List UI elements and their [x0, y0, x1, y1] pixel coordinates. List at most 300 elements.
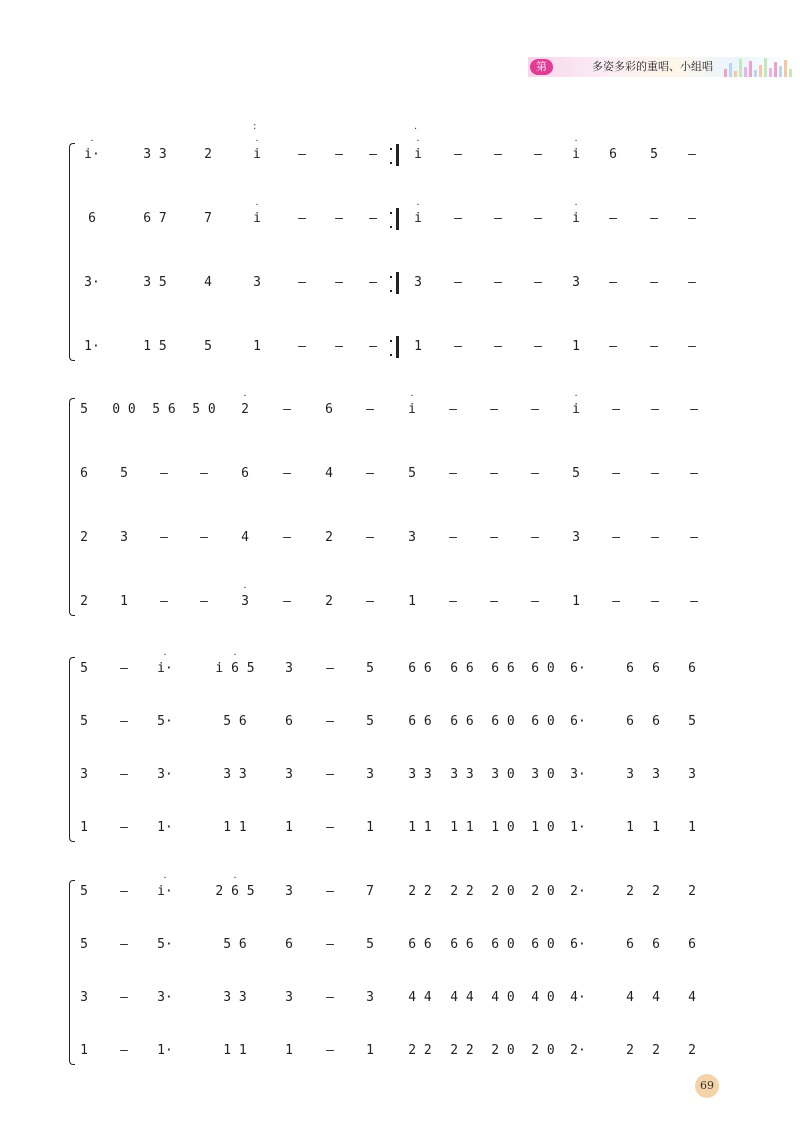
- octave-dot: ·: [254, 136, 260, 145]
- note: [249, 335, 265, 359]
- note-text: 4: [204, 275, 212, 290]
- note-text: –: [531, 466, 539, 481]
- note: [450, 880, 474, 904]
- note-text: –: [160, 530, 168, 545]
- note: [570, 1039, 586, 1063]
- note-text: 1: [253, 339, 261, 354]
- equalizer-bar: [774, 62, 777, 77]
- dash: [156, 590, 172, 614]
- note-text: 2 2: [450, 1043, 474, 1058]
- note-text: 6 0: [531, 661, 555, 676]
- note-text: –: [298, 339, 306, 354]
- note: [570, 986, 586, 1010]
- dash: [486, 526, 502, 550]
- note: [143, 271, 167, 295]
- top-mark: :: [253, 121, 257, 132]
- note: [237, 462, 253, 486]
- note: [408, 933, 432, 957]
- note-text: –: [690, 402, 698, 417]
- dash: [527, 526, 543, 550]
- note: [281, 880, 297, 904]
- equalizer-decoration: [724, 57, 794, 77]
- note: [646, 143, 662, 167]
- dash: [322, 710, 338, 734]
- note-text: –: [366, 530, 374, 545]
- note-text: 1: [652, 820, 660, 835]
- note-text: –: [298, 147, 306, 162]
- note: [491, 816, 515, 840]
- note-text: 3: [80, 767, 88, 782]
- note-text: 4 0: [531, 990, 555, 1005]
- dash: [647, 526, 663, 550]
- note-text: 1: [408, 594, 416, 609]
- note: [152, 398, 176, 422]
- dash: [684, 143, 700, 167]
- dash: [365, 207, 381, 231]
- note-text: 1: [285, 820, 293, 835]
- note-text: 6 6: [408, 661, 432, 676]
- note: [84, 136, 100, 167]
- octave-dot: ·: [162, 873, 168, 882]
- dash: [116, 763, 132, 787]
- note-text: 5: [80, 937, 88, 952]
- dash: [684, 271, 700, 295]
- note-text: 1 1: [223, 1043, 247, 1058]
- note-text: –: [454, 147, 462, 162]
- note: [531, 710, 555, 734]
- dash: [445, 462, 461, 486]
- note-text: 6: [626, 714, 634, 729]
- note-text: 3 3: [223, 767, 247, 782]
- note: [648, 816, 664, 840]
- dash: [116, 657, 132, 681]
- equalizer-bar: [769, 68, 772, 77]
- repeat-dots: [390, 148, 392, 164]
- note: [281, 763, 297, 787]
- note-text: 3: [285, 884, 293, 899]
- dash: [365, 143, 381, 167]
- note-text: –: [366, 466, 374, 481]
- equalizer-bar: [734, 71, 737, 77]
- note-text: –: [200, 466, 208, 481]
- equalizer-bar: [789, 69, 792, 77]
- note: [116, 526, 132, 550]
- equalizer-bar: [784, 60, 787, 77]
- note: [215, 873, 255, 904]
- note: [200, 271, 216, 295]
- note-text: 6: [285, 937, 293, 952]
- note-text: 4 4: [408, 990, 432, 1005]
- note-text: 3: [572, 530, 580, 545]
- note-text: –: [534, 275, 542, 290]
- dash: [156, 462, 172, 486]
- note-text: –: [454, 339, 462, 354]
- dash: [486, 590, 502, 614]
- note-text: i: [414, 147, 422, 162]
- note-text: 1 1: [450, 820, 474, 835]
- note-text: –: [200, 594, 208, 609]
- note: [281, 710, 297, 734]
- note: [410, 335, 426, 359]
- note: [531, 933, 555, 957]
- dash: [331, 335, 347, 359]
- note: [404, 391, 420, 422]
- note: [223, 986, 247, 1010]
- note-text: 5·: [157, 714, 173, 729]
- note: [648, 880, 664, 904]
- equalizer-bar: [739, 59, 742, 77]
- dash: [445, 398, 461, 422]
- note: [570, 816, 586, 840]
- dash: [608, 590, 624, 614]
- note-text: 2: [652, 1043, 660, 1058]
- note-text: 6 6: [450, 937, 474, 952]
- note-text: –: [449, 402, 457, 417]
- note: [76, 657, 92, 681]
- note-text: 5: [688, 714, 696, 729]
- dash: [362, 462, 378, 486]
- note-text: –: [688, 339, 696, 354]
- dash: [279, 398, 295, 422]
- note: [76, 880, 92, 904]
- note-text: 6: [325, 402, 333, 417]
- note-text: 5: [80, 884, 88, 899]
- note: [112, 398, 136, 422]
- note: [281, 816, 297, 840]
- staff-line: [0, 271, 800, 295]
- dash: [279, 526, 295, 550]
- note-text: 5: [204, 339, 212, 354]
- dash: [322, 986, 338, 1010]
- dash: [608, 462, 624, 486]
- note: [622, 880, 638, 904]
- unit-title: 多姿多彩的重唱、小组唱: [592, 60, 713, 73]
- dash: [294, 271, 310, 295]
- note-text: 4 4: [450, 990, 474, 1005]
- note-text: 2: [325, 530, 333, 545]
- note: [223, 763, 247, 787]
- note: [223, 933, 247, 957]
- note-text: 1 0: [491, 820, 515, 835]
- note-text: 1·: [157, 1043, 173, 1058]
- note: [76, 1039, 92, 1063]
- note: [450, 933, 474, 957]
- note-text: 2 2: [408, 1043, 432, 1058]
- note-text: 6 0: [491, 937, 515, 952]
- note: [321, 526, 337, 550]
- note-text: 7: [204, 211, 212, 226]
- note: [76, 816, 92, 840]
- note: [157, 816, 173, 840]
- note: [249, 136, 265, 167]
- note-text: 1: [80, 1043, 88, 1058]
- note-text: 2: [626, 884, 634, 899]
- note-text: 3: [626, 767, 634, 782]
- note: [249, 200, 265, 231]
- octave-dot: ·: [242, 583, 248, 592]
- note: [684, 816, 700, 840]
- note: [570, 933, 586, 957]
- note: [648, 657, 664, 681]
- dash: [450, 207, 466, 231]
- note: [648, 763, 664, 787]
- note-text: 3: [120, 530, 128, 545]
- note-text: 2 2: [408, 884, 432, 899]
- note-text: 2: [688, 1043, 696, 1058]
- dash: [527, 462, 543, 486]
- note: [116, 590, 132, 614]
- note-text: –: [650, 275, 658, 290]
- note: [200, 143, 216, 167]
- note-text: 2 0: [491, 884, 515, 899]
- note-text: –: [283, 594, 291, 609]
- dash: [686, 462, 702, 486]
- note-text: 6 6: [450, 714, 474, 729]
- note: [157, 763, 173, 787]
- note-text: 6: [241, 466, 249, 481]
- note: [622, 816, 638, 840]
- note-text: i: [572, 402, 580, 417]
- note-text: –: [283, 530, 291, 545]
- dash: [362, 526, 378, 550]
- repeat-barline: [396, 336, 399, 358]
- note: [450, 816, 474, 840]
- note-text: 2: [80, 530, 88, 545]
- note-text: 2: [626, 1043, 634, 1058]
- note-text: 3: [414, 275, 422, 290]
- note-text: i·: [157, 661, 173, 676]
- note-text: 5: [650, 147, 658, 162]
- note-text: 3: [366, 990, 374, 1005]
- note-text: 2: [80, 594, 88, 609]
- dash: [486, 462, 502, 486]
- note-text: 4: [325, 466, 333, 481]
- note-text: –: [449, 466, 457, 481]
- note-text: –: [326, 820, 334, 835]
- note: [223, 1039, 247, 1063]
- note-text: i·: [157, 884, 173, 899]
- note-text: 4: [241, 530, 249, 545]
- note-text: i·: [84, 147, 100, 162]
- note: [410, 200, 426, 231]
- note-text: 4: [688, 990, 696, 1005]
- note: [408, 710, 432, 734]
- dash: [365, 271, 381, 295]
- note-text: i: [253, 147, 261, 162]
- note: [362, 933, 378, 957]
- note-text: 1 1: [408, 820, 432, 835]
- note-text: 3: [285, 661, 293, 676]
- note-text: –: [651, 466, 659, 481]
- octave-dot: ·: [573, 200, 579, 209]
- note-text: 6 0: [531, 714, 555, 729]
- note-text: 5 6: [152, 402, 176, 417]
- dash: [646, 271, 662, 295]
- note: [76, 590, 92, 614]
- note: [491, 710, 515, 734]
- note-text: 6: [688, 661, 696, 676]
- octave-dot: ·: [162, 650, 168, 659]
- note: [410, 136, 426, 167]
- repeat-dots: [390, 276, 392, 292]
- note: [76, 933, 92, 957]
- note: [622, 986, 638, 1010]
- note: [684, 1039, 700, 1063]
- repeat-barline: [396, 144, 399, 166]
- note: [568, 271, 584, 295]
- note-text: –: [326, 714, 334, 729]
- note-text: –: [366, 594, 374, 609]
- equalizer-bar: [779, 66, 782, 77]
- note-text: 4: [652, 990, 660, 1005]
- octave-dot: ·: [254, 200, 260, 209]
- note: [157, 1039, 173, 1063]
- note-text: 2·: [570, 884, 586, 899]
- note-text: –: [283, 402, 291, 417]
- dash: [530, 143, 546, 167]
- note: [362, 986, 378, 1010]
- note: [76, 763, 92, 787]
- note-text: 5 6: [223, 937, 247, 952]
- note-text: 3: [241, 594, 249, 609]
- note-text: –: [326, 661, 334, 676]
- page-number: 69: [695, 1074, 719, 1098]
- note-text: 5: [80, 714, 88, 729]
- note-text: –: [531, 530, 539, 545]
- note-text: i: [572, 211, 580, 226]
- dash: [279, 590, 295, 614]
- note: [281, 933, 297, 957]
- note-text: 2 0: [531, 1043, 555, 1058]
- equalizer-bar: [724, 69, 727, 77]
- note: [84, 271, 100, 295]
- note: [568, 391, 584, 422]
- note-text: –: [454, 275, 462, 290]
- note-text: 2: [652, 884, 660, 899]
- note-text: 4 0: [491, 990, 515, 1005]
- dash: [450, 335, 466, 359]
- note: [76, 526, 92, 550]
- note: [531, 763, 555, 787]
- dash: [605, 335, 621, 359]
- equalizer-bar: [744, 67, 747, 77]
- note: [531, 657, 555, 681]
- note-text: 5: [366, 714, 374, 729]
- staff-line: [0, 136, 800, 167]
- staff-line: [0, 526, 800, 550]
- note: [408, 763, 432, 787]
- note-text: –: [534, 211, 542, 226]
- note-text: –: [160, 594, 168, 609]
- staff-line: [0, 710, 800, 734]
- system-brace: [69, 657, 75, 842]
- note: [249, 271, 265, 295]
- note-text: 5: [80, 402, 88, 417]
- dash: [530, 271, 546, 295]
- note: [223, 710, 247, 734]
- note: [531, 880, 555, 904]
- dash: [450, 271, 466, 295]
- note-text: 1: [285, 1043, 293, 1058]
- note: [568, 526, 584, 550]
- note-text: 3·: [157, 990, 173, 1005]
- note-text: –: [534, 147, 542, 162]
- note-text: –: [335, 211, 343, 226]
- note: [404, 526, 420, 550]
- equalizer-bar: [764, 58, 767, 77]
- note-text: i: [408, 402, 416, 417]
- note-text: –: [612, 466, 620, 481]
- note-text: –: [612, 530, 620, 545]
- note-text: 1 0: [531, 820, 555, 835]
- note-text: 7: [366, 884, 374, 899]
- note-text: –: [690, 594, 698, 609]
- octave-dot: ·: [573, 136, 579, 145]
- note-text: –: [366, 402, 374, 417]
- note-text: 3·: [157, 767, 173, 782]
- note-text: 5: [120, 466, 128, 481]
- note-text: –: [298, 275, 306, 290]
- dash: [116, 986, 132, 1010]
- dash: [686, 526, 702, 550]
- octave-dot: ·: [89, 136, 95, 145]
- note-text: 1·: [157, 820, 173, 835]
- note: [622, 933, 638, 957]
- note-text: –: [612, 402, 620, 417]
- note: [684, 933, 700, 957]
- note-text: –: [120, 990, 128, 1005]
- dash: [686, 398, 702, 422]
- note-text: i: [414, 211, 422, 226]
- dash: [294, 143, 310, 167]
- note-text: –: [490, 594, 498, 609]
- note-text: 1: [366, 820, 374, 835]
- note: [684, 657, 700, 681]
- note: [76, 986, 92, 1010]
- score-system: [0, 391, 800, 614]
- dash: [116, 710, 132, 734]
- dash: [490, 143, 506, 167]
- note-text: 0 0: [112, 402, 136, 417]
- note: [362, 1039, 378, 1063]
- note-text: 5: [572, 466, 580, 481]
- note-text: –: [326, 990, 334, 1005]
- note-text: 5 6: [223, 714, 247, 729]
- note-text: 6 6: [491, 661, 515, 676]
- note-text: –: [449, 594, 457, 609]
- equalizer-bar: [749, 61, 752, 77]
- note: [408, 986, 432, 1010]
- dash: [530, 335, 546, 359]
- repeat-barline: [396, 272, 399, 294]
- dash: [450, 143, 466, 167]
- staff-line: [0, 462, 800, 486]
- note: [570, 763, 586, 787]
- dash: [294, 207, 310, 231]
- staff-line: [0, 650, 800, 681]
- note: [570, 657, 586, 681]
- octave-dot: ·: [232, 873, 238, 882]
- note: [568, 136, 584, 167]
- note-text: 2: [688, 884, 696, 899]
- note-text: –: [651, 594, 659, 609]
- note: [143, 207, 167, 231]
- note: [362, 816, 378, 840]
- note-text: 3 0: [491, 767, 515, 782]
- equalizer-bar: [759, 65, 762, 77]
- note: [404, 590, 420, 614]
- repeat-dots: [390, 340, 392, 356]
